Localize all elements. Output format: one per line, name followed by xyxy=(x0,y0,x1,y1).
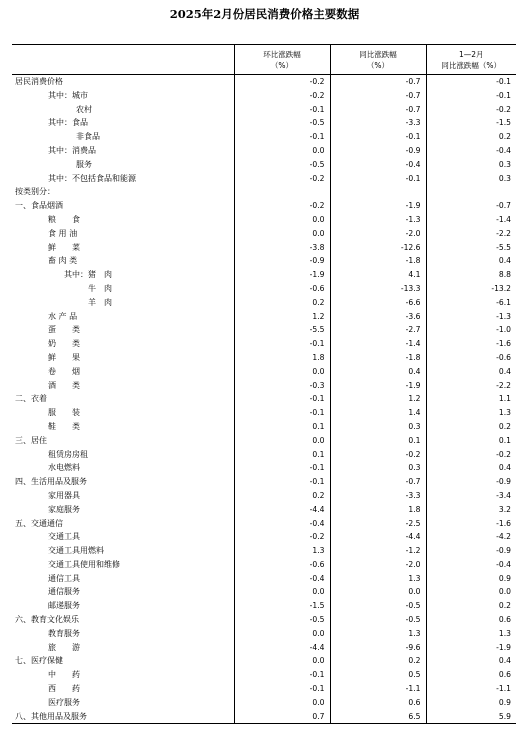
row-yoy: -4.4 xyxy=(330,530,426,544)
table-row xyxy=(12,199,516,213)
row-yoy: -0.7 xyxy=(330,475,426,489)
table-row xyxy=(12,75,516,89)
table-row xyxy=(12,668,516,682)
row-cum: -2.2 xyxy=(426,227,516,241)
row-cum: 1.3 xyxy=(426,627,516,641)
row-yoy: 0.6 xyxy=(330,696,426,710)
row-yoy: -1.2 xyxy=(330,544,426,558)
table-row xyxy=(12,158,516,172)
row-mom: 1.3 xyxy=(234,544,330,558)
row-cum: 0.2 xyxy=(426,599,516,613)
row-yoy: 1.8 xyxy=(330,503,426,517)
table-row xyxy=(12,310,516,324)
row-yoy: -1.3 xyxy=(330,213,426,227)
row-mom: -0.1 xyxy=(234,392,330,406)
row-cum: 1.3 xyxy=(426,406,516,420)
table-row xyxy=(12,461,516,475)
table-row xyxy=(12,696,516,710)
table-row xyxy=(12,130,516,144)
table-row xyxy=(12,420,516,434)
table-row xyxy=(12,530,516,544)
header-mom-line2: （%） xyxy=(270,60,294,70)
table-row xyxy=(12,379,516,393)
header-cumulative xyxy=(426,45,516,75)
row-mom: -0.1 xyxy=(234,461,330,475)
row-name: 服务 xyxy=(76,159,92,169)
row-mom: 0.0 xyxy=(234,654,330,668)
row-yoy: -0.7 xyxy=(330,89,426,103)
row-cum: -0.4 xyxy=(426,144,516,158)
row-mom: 0.1 xyxy=(234,448,330,462)
table-row xyxy=(12,254,516,268)
row-mom: -1.5 xyxy=(234,599,330,613)
row-mom: 0.0 xyxy=(234,585,330,599)
row-mom: -0.4 xyxy=(234,572,330,586)
row-name: 牛 肉 xyxy=(88,283,112,293)
table-row xyxy=(12,406,516,420)
table-row xyxy=(12,172,516,186)
row-mom: -4.4 xyxy=(234,641,330,655)
row-name: 粮 食 xyxy=(48,214,80,224)
row-mom: -0.2 xyxy=(234,199,330,213)
row-mom: 0.7 xyxy=(234,710,330,724)
row-name: 畜 肉 类 xyxy=(48,256,78,266)
row-cum: -1.5 xyxy=(426,116,516,130)
row-mom: -0.1 xyxy=(234,130,330,144)
row-cum: -1.4 xyxy=(426,213,516,227)
table-row xyxy=(12,268,516,282)
row-cum: 0.3 xyxy=(426,172,516,186)
header-yoy-line1: 同比涨跌幅 xyxy=(359,49,397,59)
row-yoy: -2.0 xyxy=(330,227,426,241)
row-mom: -0.1 xyxy=(234,406,330,420)
row-yoy: -2.0 xyxy=(330,558,426,572)
row-yoy: 1.3 xyxy=(330,627,426,641)
row-mom: -0.4 xyxy=(234,517,330,531)
table-row xyxy=(12,572,516,586)
row-cum: -0.4 xyxy=(426,558,516,572)
row-cum: 0.4 xyxy=(426,365,516,379)
row-mom: -0.1 xyxy=(234,103,330,117)
header-cum-line2: 同比涨跌幅（%） xyxy=(441,60,502,70)
row-name: 卷 烟 xyxy=(48,366,80,376)
row-name: 羊 肉 xyxy=(88,297,112,307)
row-name: 居民消费价格 xyxy=(15,77,63,86)
row-cum: -6.1 xyxy=(426,296,516,310)
row-yoy: -3.3 xyxy=(330,116,426,130)
row-name: 八、其他用品及服务 xyxy=(12,710,234,724)
row-mom: 0.2 xyxy=(234,489,330,503)
table-row xyxy=(12,613,516,627)
row-yoy: -0.4 xyxy=(330,158,426,172)
row-cum: -2.2 xyxy=(426,379,516,393)
row-cum: 0.9 xyxy=(426,572,516,586)
table-row xyxy=(12,517,516,531)
row-name: 四、生活用品及服务 xyxy=(15,477,87,487)
row-name: 鞋 类 xyxy=(48,421,80,431)
row-mom: -0.2 xyxy=(234,75,330,89)
row-cum: 0.6 xyxy=(426,613,516,627)
row-cum: -0.6 xyxy=(426,351,516,365)
row-mom: -0.1 xyxy=(234,682,330,696)
row-mom: 0.0 xyxy=(234,696,330,710)
row-mom: -0.1 xyxy=(234,668,330,682)
table-row xyxy=(12,365,516,379)
row-mom: 1.2 xyxy=(234,310,330,324)
row-yoy: -3.6 xyxy=(330,310,426,324)
row-cum: 5.9 xyxy=(426,710,516,724)
row-name: 食 用 油 xyxy=(48,228,78,238)
table-row xyxy=(12,475,516,489)
row-cum: -5.5 xyxy=(426,241,516,255)
row-name: 西 药 xyxy=(48,684,80,694)
row-cum: 8.8 xyxy=(426,268,516,282)
table-row xyxy=(12,682,516,696)
row-cum: -13.2 xyxy=(426,282,516,296)
row-name: 奶 类 xyxy=(48,339,80,349)
row-cum: -1.9 xyxy=(426,641,516,655)
row-cum: -3.4 xyxy=(426,489,516,503)
table-row xyxy=(12,503,516,517)
row-cum: -1.6 xyxy=(426,517,516,531)
row-cum: -0.2 xyxy=(426,448,516,462)
table-row xyxy=(12,599,516,613)
row-name: 水电燃料 xyxy=(48,463,80,473)
row-name: 酒 类 xyxy=(48,380,80,390)
row-mom: -0.6 xyxy=(234,558,330,572)
row-yoy: -1.1 xyxy=(330,682,426,696)
row-cum: 0.9 xyxy=(426,696,516,710)
table-row xyxy=(12,489,516,503)
table-row xyxy=(12,337,516,351)
row-cum: -0.9 xyxy=(426,544,516,558)
table-row xyxy=(12,116,516,130)
row-yoy: 0.4 xyxy=(330,365,426,379)
header-item xyxy=(12,45,234,75)
table-row xyxy=(12,392,516,406)
row-mom: -0.6 xyxy=(234,282,330,296)
table-row xyxy=(12,448,516,462)
row-cum: -0.7 xyxy=(426,199,516,213)
row-name: 交通工具 xyxy=(48,532,80,542)
row-name: 其中：猪 肉 xyxy=(64,270,112,280)
row-mom: 0.0 xyxy=(234,227,330,241)
row-mom: -4.4 xyxy=(234,503,330,517)
row-mom: -5.5 xyxy=(234,323,330,337)
row-name: 其中：食品 xyxy=(48,118,88,128)
row-mom: 0.0 xyxy=(234,365,330,379)
row-yoy: 0.3 xyxy=(330,420,426,434)
row-name: 家庭服务 xyxy=(48,504,80,514)
row-name: 邮递服务 xyxy=(48,601,80,611)
row-mom: -3.8 xyxy=(234,241,330,255)
row-yoy: 0.5 xyxy=(330,668,426,682)
row-cum: -0.9 xyxy=(426,475,516,489)
row-mom: 0.0 xyxy=(234,213,330,227)
table-row xyxy=(12,296,516,310)
row-name: 租赁房房租 xyxy=(48,449,88,459)
row-yoy: 1.3 xyxy=(330,572,426,586)
row-name: 交通工具用燃料 xyxy=(48,546,104,556)
table-row xyxy=(12,627,516,641)
row-yoy: -0.7 xyxy=(330,103,426,117)
header-cum-line1: 1—2月 xyxy=(458,49,484,59)
row-name: 旅 游 xyxy=(48,642,80,652)
row-mom: -0.3 xyxy=(234,379,330,393)
row-yoy: -1.8 xyxy=(330,351,426,365)
page-title: 2025年2月份居民消费价格主要数据 xyxy=(169,7,360,21)
row-mom: -0.5 xyxy=(234,158,330,172)
row-name: 其中：不包括食品和能源 xyxy=(48,173,136,183)
row-name: 农村 xyxy=(76,104,92,114)
table-row xyxy=(12,89,516,103)
row-mom: 0.0 xyxy=(234,434,330,448)
row-cum xyxy=(426,185,516,199)
row-cum: -0.1 xyxy=(426,75,516,89)
row-yoy: -9.6 xyxy=(330,641,426,655)
row-name: 家用器具 xyxy=(48,490,80,500)
row-yoy: -12.6 xyxy=(330,241,426,255)
table-row xyxy=(12,710,516,724)
row-name: 二、衣着 xyxy=(15,394,47,404)
row-yoy: -13.3 xyxy=(330,282,426,296)
table-row xyxy=(12,144,516,158)
row-cum: 0.6 xyxy=(426,668,516,682)
row-mom: -0.1 xyxy=(234,475,330,489)
row-cum: -0.2 xyxy=(426,103,516,117)
row-yoy: -0.1 xyxy=(330,130,426,144)
row-mom: 0.0 xyxy=(234,144,330,158)
row-yoy: 1.2 xyxy=(330,392,426,406)
row-name: 交通工具使用和维修 xyxy=(48,559,120,569)
row-name: 中 药 xyxy=(48,670,80,680)
row-yoy: 6.5 xyxy=(330,710,426,724)
row-yoy: -0.9 xyxy=(330,144,426,158)
row-yoy xyxy=(330,185,426,199)
table-row xyxy=(12,213,516,227)
row-cum: -4.2 xyxy=(426,530,516,544)
row-cum: -0.1 xyxy=(426,89,516,103)
row-cum: 0.4 xyxy=(426,461,516,475)
row-yoy: 0.1 xyxy=(330,434,426,448)
row-name: 通信服务 xyxy=(48,587,80,597)
table-header-row xyxy=(12,45,516,75)
row-mom: -0.5 xyxy=(234,116,330,130)
row-cum: 0.0 xyxy=(426,585,516,599)
row-cum: 0.1 xyxy=(426,434,516,448)
row-mom: -0.5 xyxy=(234,613,330,627)
header-yoy xyxy=(330,45,426,75)
row-cum: 0.2 xyxy=(426,130,516,144)
row-name: 三、居住 xyxy=(15,435,47,445)
row-name: 非食品 xyxy=(76,132,100,142)
row-name: 五、交通通信 xyxy=(15,518,63,528)
row-yoy: 0.3 xyxy=(330,461,426,475)
table-row xyxy=(12,654,516,668)
row-name: 按类别分： xyxy=(15,187,55,197)
row-yoy: -0.5 xyxy=(330,613,426,627)
row-yoy: -1.9 xyxy=(330,379,426,393)
table-row xyxy=(12,558,516,572)
row-yoy: -0.7 xyxy=(330,75,426,89)
table-row xyxy=(12,585,516,599)
row-name: 一、食品烟酒 xyxy=(15,201,63,211)
row-mom xyxy=(234,185,330,199)
row-mom: -0.2 xyxy=(234,89,330,103)
row-yoy: 4.1 xyxy=(330,268,426,282)
table-row xyxy=(12,351,516,365)
table-row xyxy=(12,282,516,296)
row-mom: -0.1 xyxy=(234,337,330,351)
row-yoy: -3.3 xyxy=(330,489,426,503)
row-yoy: -1.8 xyxy=(330,254,426,268)
table-row xyxy=(12,434,516,448)
row-mom: 0.2 xyxy=(234,296,330,310)
row-cum: 1.1 xyxy=(426,392,516,406)
table-row xyxy=(12,103,516,117)
row-yoy: -1.9 xyxy=(330,199,426,213)
row-cum: 0.2 xyxy=(426,420,516,434)
row-cum: 0.4 xyxy=(426,254,516,268)
row-name: 医疗服务 xyxy=(48,697,80,707)
row-cum: -1.1 xyxy=(426,682,516,696)
row-name: 其中：消费品 xyxy=(48,145,96,155)
header-yoy-line2: （%） xyxy=(366,60,390,70)
row-name: 鲜 菜 xyxy=(48,242,80,252)
row-name: 其中：城市 xyxy=(48,90,88,100)
row-mom: 1.8 xyxy=(234,351,330,365)
row-yoy: -0.5 xyxy=(330,599,426,613)
row-cum: -1.6 xyxy=(426,337,516,351)
table-row xyxy=(12,227,516,241)
table-row xyxy=(12,544,516,558)
row-mom: -1.9 xyxy=(234,268,330,282)
row-mom: -0.2 xyxy=(234,530,330,544)
header-mom-line1: 环比涨跌幅 xyxy=(263,49,301,59)
row-yoy: -1.4 xyxy=(330,337,426,351)
header-mom xyxy=(234,45,330,75)
row-cum: 3.2 xyxy=(426,503,516,517)
row-cum: 0.3 xyxy=(426,158,516,172)
row-yoy: -2.5 xyxy=(330,517,426,531)
table-row xyxy=(12,241,516,255)
table-row xyxy=(12,641,516,655)
row-name: 七、医疗保健 xyxy=(15,656,63,666)
row-mom: 0.1 xyxy=(234,420,330,434)
row-cum: 0.4 xyxy=(426,654,516,668)
row-yoy: 0.0 xyxy=(330,585,426,599)
row-name: 蛋 类 xyxy=(48,325,80,335)
row-yoy: -6.6 xyxy=(330,296,426,310)
cpi-table xyxy=(12,44,516,724)
row-mom: -0.2 xyxy=(234,172,330,186)
row-yoy: -0.2 xyxy=(330,448,426,462)
row-name: 鲜 果 xyxy=(48,352,80,362)
row-yoy: -0.1 xyxy=(330,172,426,186)
row-cum: -1.0 xyxy=(426,323,516,337)
row-name: 通信工具 xyxy=(48,573,80,583)
row-cum: -1.3 xyxy=(426,310,516,324)
table-row xyxy=(12,323,516,337)
row-mom: 0.0 xyxy=(234,627,330,641)
row-name: 六、教育文化娱乐 xyxy=(15,615,79,625)
row-mom: -0.9 xyxy=(234,254,330,268)
row-name: 水 产 品 xyxy=(48,311,78,321)
row-yoy: 1.4 xyxy=(330,406,426,420)
row-name: 教育服务 xyxy=(48,628,80,638)
row-yoy: -2.7 xyxy=(330,323,426,337)
row-name: 服 装 xyxy=(48,408,80,418)
row-yoy: 0.2 xyxy=(330,654,426,668)
table-row xyxy=(12,185,516,199)
